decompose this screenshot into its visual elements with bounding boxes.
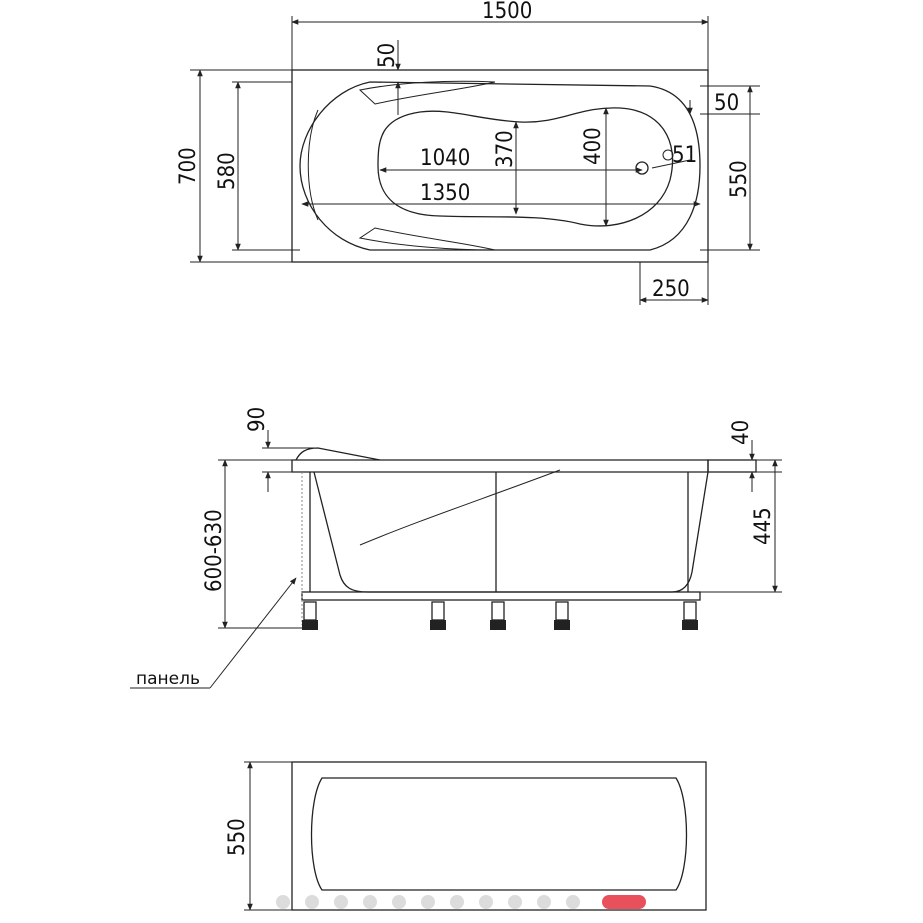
dim-580: 580 [215, 152, 240, 190]
dim-50-right: 50 [714, 91, 740, 116]
side-view [130, 407, 782, 689]
frame-base [302, 592, 700, 600]
carousel-dot[interactable] [305, 895, 319, 909]
carousel-dot[interactable] [450, 895, 464, 909]
dim-250: 250 [652, 277, 690, 302]
dim-700: 700 [176, 147, 201, 185]
dim-90: 90 [245, 406, 270, 432]
top-view [176, 0, 760, 305]
panel-outline [292, 762, 706, 910]
panel-label: панель [136, 669, 200, 689]
carousel-dot[interactable] [537, 895, 551, 909]
image-carousel-indicators [276, 895, 646, 909]
armrest-top [360, 81, 495, 104]
carousel-dot[interactable] [392, 895, 406, 909]
dim-50-top: 50 [375, 42, 400, 68]
panel-recess [312, 778, 687, 890]
carousel-dot[interactable] [276, 895, 290, 909]
dim-445: 445 [751, 507, 776, 545]
dim-550-front: 550 [225, 818, 250, 856]
carousel-dot[interactable] [334, 895, 348, 909]
carousel-dot[interactable] [421, 895, 435, 909]
carousel-dot[interactable] [566, 895, 580, 909]
carousel-dot-active[interactable] [602, 895, 646, 909]
carousel-dot[interactable] [479, 895, 493, 909]
carousel-dot[interactable] [508, 895, 522, 909]
tub-body [314, 472, 708, 592]
drain-circle [636, 162, 648, 174]
dim-550-top: 550 [727, 160, 752, 198]
dim-40: 40 [729, 419, 754, 445]
dim-1350: 1350 [420, 181, 471, 206]
carousel-dot[interactable] [363, 895, 377, 909]
dim-1500: 1500 [482, 0, 533, 24]
front-panel-view [225, 762, 706, 910]
dim-370: 370 [493, 130, 518, 168]
dim-600-630: 600-630 [202, 509, 227, 592]
headrest [296, 448, 380, 460]
armrest-bottom [360, 228, 495, 250]
rim [292, 460, 708, 472]
dim-51: 51 [672, 143, 698, 168]
legs [302, 602, 698, 630]
dim-400: 400 [581, 127, 606, 165]
dim-1040: 1040 [420, 146, 471, 171]
